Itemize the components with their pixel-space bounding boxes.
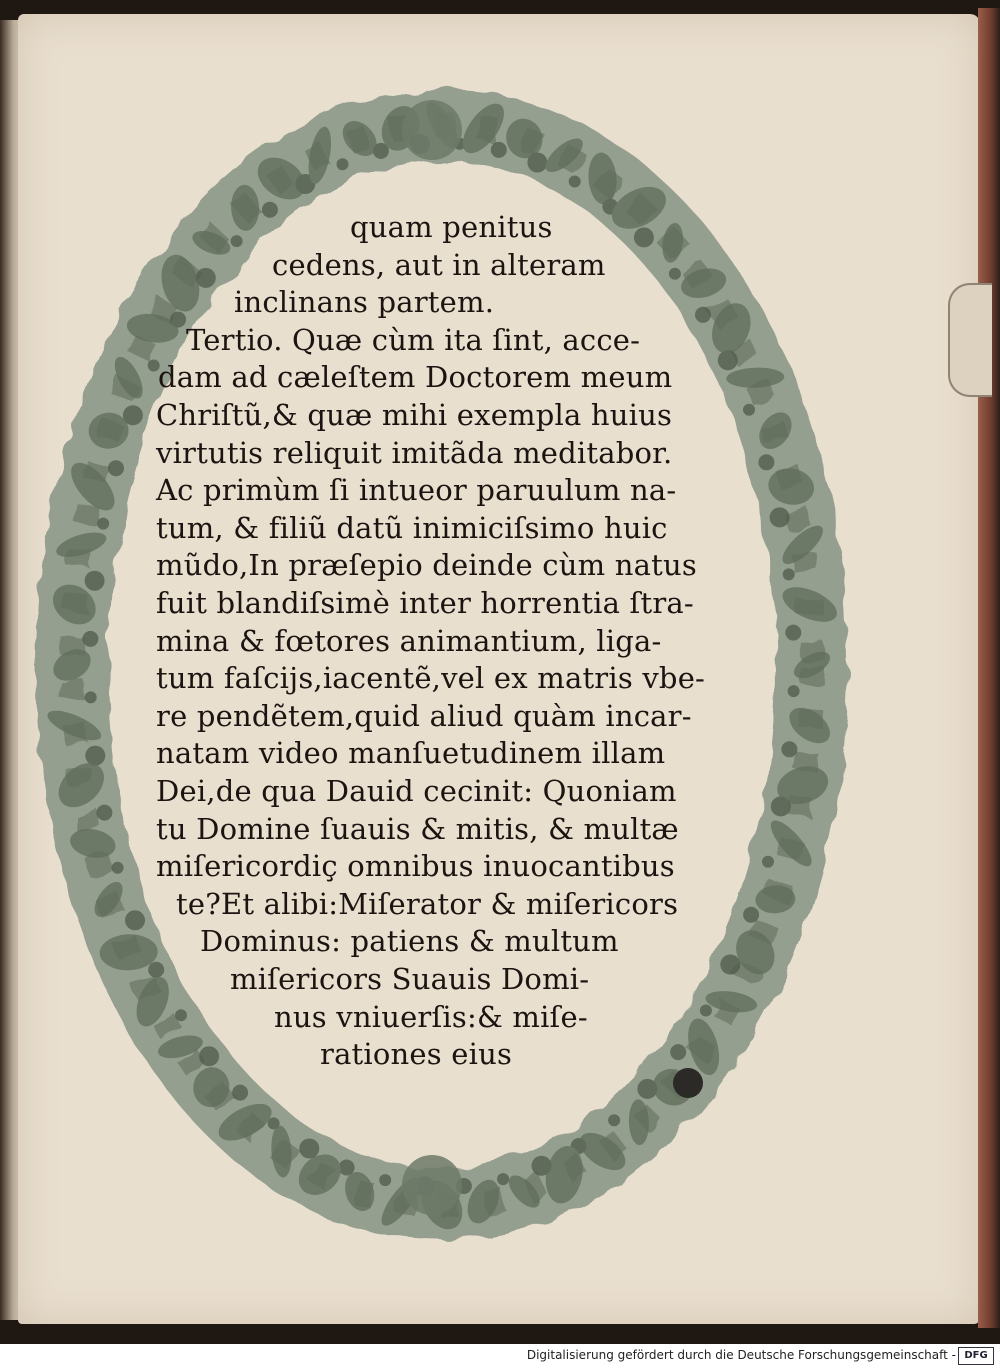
text-line: miſericors Suauis Domi- [230, 962, 590, 996]
leaf-icon [758, 454, 774, 470]
text-line: te?Et alibi:Miſerator & miſericors [176, 886, 679, 921]
leaf-icon [695, 307, 711, 323]
leaf-icon [96, 805, 112, 821]
text-line: Dei,de qua Dauid cecinit: Quoniam [156, 774, 677, 808]
leaf-icon [669, 268, 681, 280]
leaf-icon [199, 1046, 219, 1066]
leaf-icon [148, 962, 164, 978]
leaf-icon [108, 460, 124, 476]
text-line: virtutis reliquit imitãda meditabor. [156, 435, 673, 470]
text-line: mũdo,In præſepio deinde cùm natus [156, 548, 697, 583]
footer-credit: Digitalisierung gefördert durch die Deutsche Forschungsgemeinschaft - [526, 1348, 956, 1362]
leaf-icon [783, 568, 795, 580]
leaf-icon [743, 907, 759, 923]
bottom-medallion [402, 1155, 462, 1215]
leaf-icon [608, 1114, 620, 1126]
leaf-icon [781, 741, 797, 757]
leaf-icon [112, 862, 124, 874]
leaf-icon [718, 350, 738, 370]
text-line: tum faſcijs,iacentẽ,vel ex matris vbe- [156, 661, 706, 696]
leaf-icon [125, 910, 145, 930]
leaf-icon [82, 631, 98, 647]
text-line: tu Domine ſuauis & mitis, & multæ [156, 811, 679, 846]
text-line: Dominus: patiens & multum [200, 924, 619, 959]
text-line: cedens, aut in alteram [272, 247, 606, 282]
leaf-icon [97, 518, 109, 530]
leaf-icon [491, 142, 507, 158]
text-line: dam ad cæleſtem Doctorem meum [158, 360, 673, 395]
text-line: nus vniuerſis:& miſe- [274, 999, 588, 1034]
leaf-icon [700, 1005, 712, 1017]
leaf-icon [170, 312, 186, 328]
text-line: natam video manſuetudinem illam [156, 736, 666, 771]
leaf-icon [743, 404, 755, 416]
leaf-icon [670, 1044, 686, 1060]
leaf-icon [268, 1117, 280, 1129]
leaf-icon [720, 955, 740, 975]
leaf-icon [123, 405, 143, 425]
leaf-icon [196, 268, 216, 288]
text-line: Ac primùm ſi intueor paruulum na- [156, 473, 677, 508]
leaf-icon [497, 1173, 509, 1185]
leaf-icon [634, 227, 654, 247]
leaf-icon [337, 158, 349, 170]
leaf-icon [527, 153, 547, 173]
leaf-icon [379, 1174, 391, 1186]
leaf-icon [532, 1156, 552, 1176]
leaf-icon [175, 1009, 187, 1021]
leaf-icon [788, 685, 800, 697]
leaf-icon [85, 691, 97, 703]
leaf-icon [637, 1079, 657, 1099]
top-medallion [402, 100, 462, 160]
text-line: miſericordiç omnibus inuocantibus [156, 849, 675, 884]
text-line: Chriſtũ,& quæ mihi exempla huius [156, 398, 673, 432]
leaf-icon [771, 796, 791, 816]
leaf-icon [85, 571, 105, 591]
text-line: fuit blandiſsimè inter horrentia ſtra- [156, 586, 694, 620]
leaf-icon [339, 1160, 355, 1176]
text-line: quam penitus [350, 210, 553, 244]
leaf-icon [262, 202, 278, 218]
leaf-icon [232, 1085, 248, 1101]
leaf-icon [299, 1139, 319, 1159]
text-line: re pendẽtem,quid aliud quàm incar- [156, 698, 692, 733]
leaf-icon [785, 625, 801, 641]
text-line: rationes eius [320, 1037, 513, 1072]
leaf-icon [762, 856, 774, 868]
text-line: mina & fœtores animantium, liga- [156, 623, 662, 658]
dfg-logo-icon: DFG [958, 1347, 994, 1365]
leaf-icon [231, 235, 243, 247]
leaf-icon [569, 176, 581, 188]
text-line: inclinans partem. [234, 285, 495, 320]
leaf-icon [770, 507, 790, 527]
leaf-icon [85, 746, 105, 766]
footer-bar [0, 1344, 1000, 1368]
text-line: Tertio. Quæ cùm ita ſint, acce- [186, 322, 641, 357]
printer-mark-icon [673, 1068, 703, 1098]
text-line: tum, & filiũ datũ inimiciſsimo huic [156, 510, 668, 545]
